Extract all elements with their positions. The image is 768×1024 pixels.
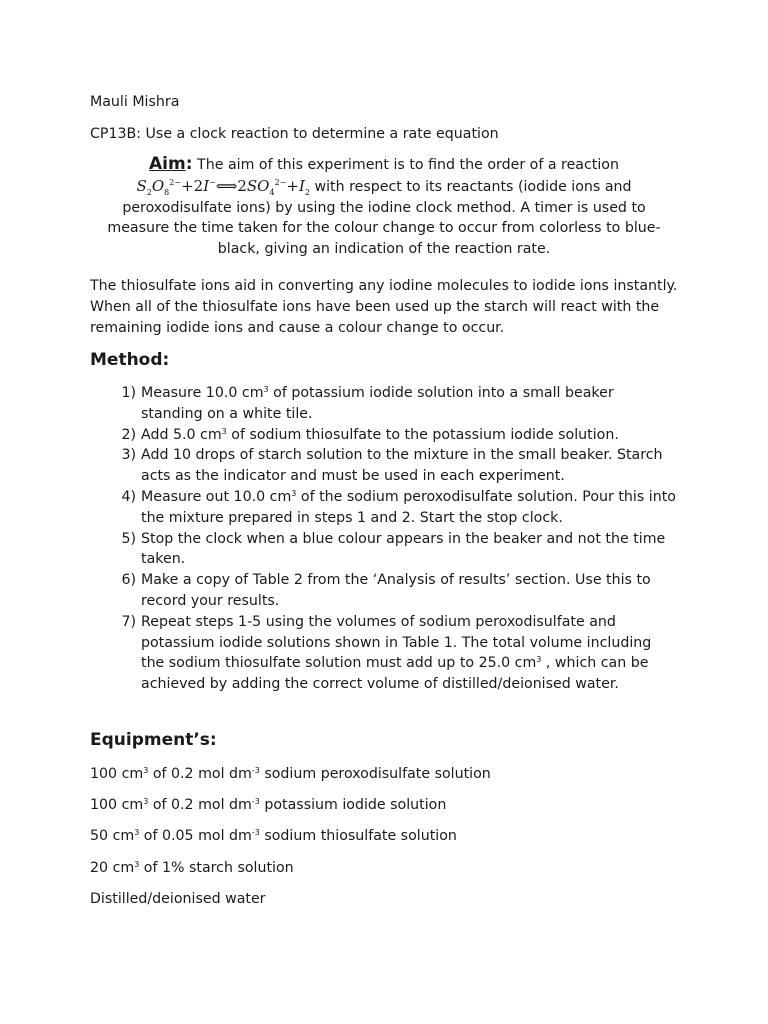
method-step bbox=[106, 612, 676, 695]
reaction-equation: $S_2O_8^{2-}+2I^-⟺2SO_4^{2-}+I_2$ bbox=[136, 176, 310, 197]
aim-text-1: The aim of this experiment is to find the order of a reaction bbox=[197, 157, 619, 173]
aim-paragraph bbox=[100, 154, 668, 260]
aim-heading: Aim bbox=[149, 154, 186, 174]
equipment-item: 20 $cm^3$ of 1% starch solution bbox=[90, 859, 294, 876]
method-step bbox=[106, 425, 676, 446]
method-heading: Method: bbox=[90, 350, 170, 370]
method-steps bbox=[106, 383, 676, 695]
equipment-item: 50 $cm^3$ of 0.05 mol $dm^{-3}$ sodium thiosulfate solution bbox=[90, 828, 457, 845]
method-step bbox=[106, 383, 676, 425]
equipment-item: 100 $cm^3$ of 0.2 mol $dm^{-3}$ sodium peroxodisulfate solution bbox=[90, 766, 491, 782]
method-step bbox=[106, 487, 676, 529]
step-text: Add 10 drops of starch solution to the mixture in the small beaker. Starch acts as the indicator and must be used in each experiment. bbox=[141, 447, 663, 485]
author-name: Mauli Mishra bbox=[90, 94, 180, 110]
step-text: Make a copy of Table 2 from the ‘Analysis of results’ section. Use this to record your results. bbox=[141, 572, 651, 609]
equipment-list bbox=[90, 764, 678, 920]
step-text: Add 5.0 $cm^3$ of sodium thiosulfate to the potassium iodide solution. bbox=[141, 426, 619, 443]
method-step bbox=[106, 445, 676, 487]
step-number: 1) bbox=[121, 385, 136, 401]
aim-colon: : bbox=[185, 154, 193, 174]
equipment-item: Distilled/deionised water bbox=[90, 890, 266, 907]
method-step bbox=[106, 529, 676, 571]
step-text: Measure 10.0 $cm^3$ of potassium iodide solution into a small beaker standing on a white tile. bbox=[141, 385, 614, 422]
step-number: 5) bbox=[121, 530, 136, 547]
thiosulfate-paragraph: The thiosulfate ions aid in converting any iodine molecules to iodide ions instantly. When all of the thiosulfate ions have been used up the starch will react with the remaining iodide ions and cause a colour change to occur. bbox=[90, 278, 678, 336]
step-text: Stop the clock when a blue colour appears in the beaker and not the time taken. bbox=[141, 530, 666, 568]
step-number: 3) bbox=[121, 447, 136, 464]
step-number: 4) bbox=[121, 488, 136, 505]
equipment-item: 100 $cm^3$ of 0.2 mol $dm^{-3}$ potassium iodide solution bbox=[90, 797, 447, 814]
step-number: 6) bbox=[121, 572, 136, 589]
equipment-heading: Equipment’s: bbox=[90, 730, 217, 750]
step-number: 2) bbox=[121, 426, 136, 443]
method-step bbox=[106, 570, 676, 612]
step-text: Repeat steps 1-5 using the volumes of sodium peroxodisulfate and potassium iodide solutions shown in Table 1. The total volume including the sodium thiosulfate solution must add up to 25.0 $cm^3$ , which can be achieved by adding the correct volume of distilled/deionised water. bbox=[141, 613, 652, 693]
step-number: 7) bbox=[121, 613, 136, 630]
document-title: CP13B: Use a clock reaction to determine a rate equation bbox=[90, 126, 499, 142]
step-text: Measure out 10.0 $cm^3$ of the sodium peroxodisulfate solution. Pour this into the mixture prepared in steps 1 and 2. Start the stop clock. bbox=[141, 488, 676, 526]
aim-text-2: with respect to its reactants (iodide ions and peroxodisulfate ions) by using the iodine clock method. A timer is used to measure the time taken for the colour change to occur from colorless to blue-black, giving an indication of the reaction rate. bbox=[107, 178, 661, 258]
